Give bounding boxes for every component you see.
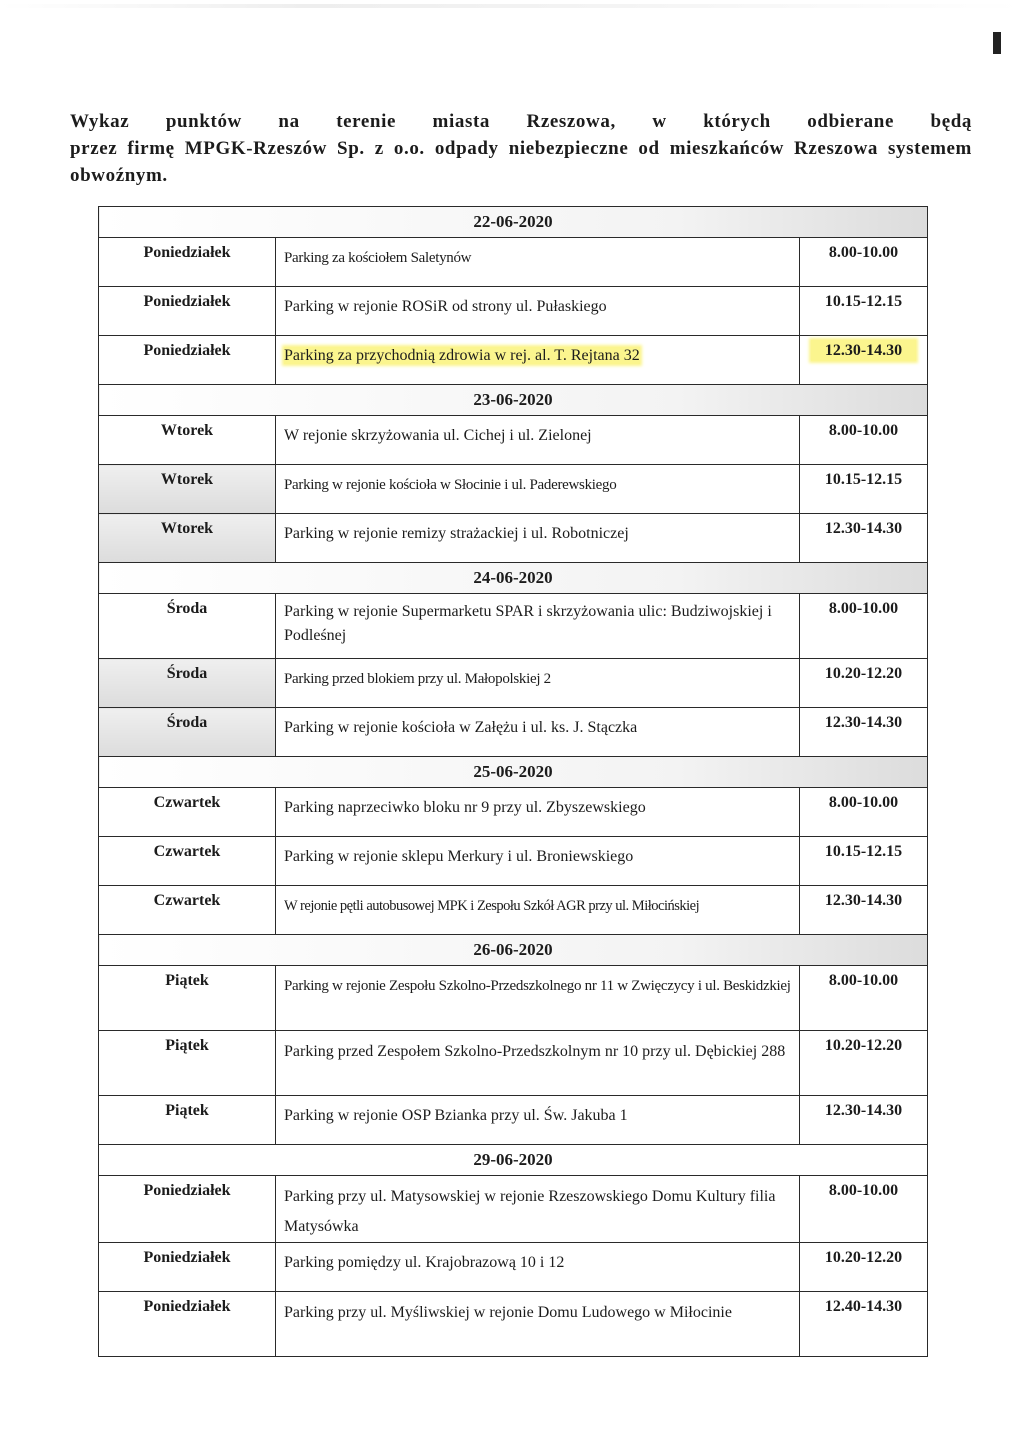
day-cell: Poniedziałek	[99, 336, 276, 385]
time-cell: 10.15-12.15	[800, 837, 928, 886]
date-header: 24-06-2020	[99, 563, 928, 594]
time-cell: 10.15-12.15	[800, 287, 928, 336]
location-cell: Parking w rejonie sklepu Merkury i ul. Broniewskiego	[276, 837, 800, 886]
time-cell: 8.00-10.00	[800, 966, 928, 1031]
location-cell: Parking naprzeciwko bloku nr 9 przy ul. Zbyszewskiego	[276, 788, 800, 837]
location-cell: Parking w rejonie OSP Bzianka przy ul. Św. Jakuba 1	[276, 1096, 800, 1145]
table-row	[99, 1031, 928, 1096]
time-cell: 12.30-14.30	[800, 886, 928, 935]
location-cell: W rejonie pętli autobusowej MPK i Zespołu Szkół AGR przy ul. Miłocińskiej	[276, 886, 800, 935]
location-cell: Parking pomiędzy ul. Krajobrazową 10 i 12	[276, 1243, 800, 1292]
table-row	[99, 514, 928, 563]
document-heading	[70, 108, 972, 189]
table-row	[99, 1176, 928, 1243]
schedule-table	[98, 206, 928, 1357]
date-header: 29-06-2020	[99, 1145, 928, 1176]
location-cell	[276, 336, 800, 385]
table-row	[99, 788, 928, 837]
day-cell: Czwartek	[99, 788, 276, 837]
time-cell: 10.20-12.20	[800, 1031, 928, 1096]
table-row	[99, 1292, 928, 1357]
location-cell: Parking w rejonie Zespołu Szkolno-Przedszkolnego nr 11 w Zwięczycy i ul. Beskidzkiej	[276, 966, 800, 1031]
time-cell: 10.20-12.20	[800, 1243, 928, 1292]
day-cell: Poniedziałek	[99, 1292, 276, 1357]
day-cell: Piątek	[99, 1031, 276, 1096]
day-cell: Poniedziałek	[99, 238, 276, 287]
day-cell: Piątek	[99, 1096, 276, 1145]
table-row	[99, 886, 928, 935]
location-cell: Parking przed blokiem przy ul. Małopolskiej 2	[276, 659, 800, 708]
table-row	[99, 837, 928, 886]
day-cell: Środa	[99, 594, 276, 659]
location-cell: Parking przy ul. Matysowskiej w rejonie Rzeszowskiego Domu Kultury filia Matysówka	[276, 1176, 800, 1243]
table-row	[99, 966, 928, 1031]
table-row	[99, 465, 928, 514]
time-cell: 8.00-10.00	[800, 238, 928, 287]
table-row	[99, 594, 928, 659]
heading-line: obwoźnym.	[70, 165, 168, 186]
date-header: 22-06-2020	[99, 207, 928, 238]
table-row	[99, 416, 928, 465]
location-cell: W rejonie skrzyżowania ul. Cichej i ul. Zielonej	[276, 416, 800, 465]
location-cell: Parking w rejonie kościoła w Słocinie i ul. Paderewskiego	[276, 465, 800, 514]
day-cell: Czwartek	[99, 886, 276, 935]
location-cell: Parking w rejonie remizy strażackiej i ul. Robotniczej	[276, 514, 800, 563]
location-cell: Parking za kościołem Saletynów	[276, 238, 800, 287]
day-cell: Piątek	[99, 966, 276, 1031]
day-cell: Wtorek	[99, 465, 276, 514]
time-cell: 10.15-12.15	[800, 465, 928, 514]
day-cell: Wtorek	[99, 514, 276, 563]
heading-line: przez firmę MPGK-Rzeszów Sp. z o.o. odpady niebezpieczne od mieszkańców Rzeszowa systemem	[70, 138, 972, 159]
location-cell: Parking w rejonie kościoła w Załężu i ul. ks. J. Stączka	[276, 708, 800, 757]
time-cell: 8.00-10.00	[800, 594, 928, 659]
time-cell: 10.20-12.20	[800, 659, 928, 708]
day-cell: Środa	[99, 659, 276, 708]
time-cell	[800, 336, 928, 385]
table-row	[99, 287, 928, 336]
table-row	[99, 238, 928, 287]
date-header: 26-06-2020	[99, 935, 928, 966]
time-cell: 12.30-14.30	[800, 514, 928, 563]
location-cell: Parking w rejonie ROSiR od strony ul. Pułaskiego	[276, 287, 800, 336]
heading-line: Wykaz punktów na terenie miasta Rzeszowa, w których odbierane będą	[70, 111, 972, 132]
time-cell: 12.30-14.30	[800, 1096, 928, 1145]
time-cell: 12.40-14.30	[800, 1292, 928, 1357]
table-row	[99, 708, 928, 757]
day-cell: Środa	[99, 708, 276, 757]
time-cell: 8.00-10.00	[800, 1176, 928, 1243]
table-row	[99, 1096, 928, 1145]
date-header: 23-06-2020	[99, 385, 928, 416]
day-cell: Czwartek	[99, 837, 276, 886]
location-cell: Parking przy ul. Myśliwskiej w rejonie Domu Ludowego w Miłocinie	[276, 1292, 800, 1357]
day-cell: Poniedziałek	[99, 1243, 276, 1292]
location-cell: Parking w rejonie Supermarketu SPAR i skrzyżowania ulic: Budziwojskiej i Podleśnej	[276, 594, 800, 659]
table-row	[99, 1243, 928, 1292]
highlighted-location: Parking za przychodnią zdrowia w rej. al. T. Rejtana 32	[284, 347, 640, 364]
scan-mark	[993, 32, 1001, 54]
table-row-highlighted	[99, 336, 928, 385]
table-row	[99, 659, 928, 708]
location-cell: Parking przed Zespołem Szkolno-Przedszkolnym nr 10 przy ul. Dębickiej 288	[276, 1031, 800, 1096]
day-cell: Wtorek	[99, 416, 276, 465]
time-cell: 12.30-14.30	[800, 708, 928, 757]
time-cell: 8.00-10.00	[800, 416, 928, 465]
day-cell: Poniedziałek	[99, 287, 276, 336]
highlighted-time: 12.30-14.30	[811, 340, 916, 361]
scan-edge	[0, 4, 1023, 8]
time-cell: 8.00-10.00	[800, 788, 928, 837]
date-header: 25-06-2020	[99, 757, 928, 788]
day-cell: Poniedziałek	[99, 1176, 276, 1243]
